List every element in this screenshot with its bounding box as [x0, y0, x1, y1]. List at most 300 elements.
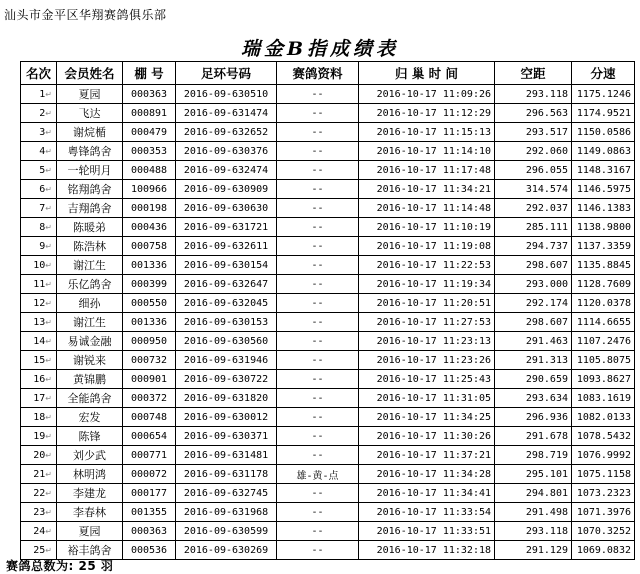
cell-speed	[572, 161, 635, 180]
cell-distance-text: 293.517	[525, 126, 568, 138]
cell-speed	[572, 237, 635, 256]
cell-ring-number-text: 2016-09-632474	[183, 164, 269, 176]
cell-distance	[495, 275, 572, 294]
table-row	[21, 275, 635, 294]
cell-rank	[21, 275, 57, 294]
cell-member-name	[57, 161, 123, 180]
header-ring-number: 足环号码	[176, 62, 277, 85]
cell-rank	[21, 218, 57, 237]
cell-distance-text: 295.101	[525, 468, 568, 480]
cell-speed	[572, 142, 635, 161]
cell-return-time	[359, 484, 495, 503]
cell-return-time	[359, 237, 495, 256]
cell-member-name-text: 谢锐来	[73, 354, 106, 367]
cell-ring-number	[176, 237, 277, 256]
cell-pigeon-info-text: --	[311, 335, 324, 347]
table-row	[21, 218, 635, 237]
cell-distance-text: 292.174	[525, 297, 568, 309]
cell-cage-number	[123, 313, 176, 332]
cell-cage-number-text: 000732	[130, 354, 168, 366]
cell-ring-number-text: 2016-09-632045	[183, 297, 269, 309]
cell-rank	[21, 199, 57, 218]
cell-rank-text: 8	[39, 221, 46, 233]
cell-rank	[21, 503, 57, 522]
header-rank: 名次	[21, 62, 57, 85]
cell-return-time-text: 2016-10-17 11:34:28	[376, 468, 491, 480]
cell-member-name-text: 陈浩林	[73, 240, 106, 253]
paragraph-mark: ↵	[45, 412, 52, 422]
cell-distance-text: 290.659	[525, 373, 568, 385]
cell-pigeon-info	[277, 123, 359, 142]
cell-speed-text: 1175.1246	[576, 88, 631, 100]
cell-pigeon-info	[277, 427, 359, 446]
cell-member-name	[57, 427, 123, 446]
cell-pigeon-info	[277, 522, 359, 541]
cell-cage-number	[123, 85, 176, 104]
cell-member-name-text: 吉翔鸽舍	[67, 202, 112, 215]
cell-pigeon-info-text: --	[311, 183, 324, 195]
paragraph-mark: ↵	[45, 336, 52, 346]
cell-return-time	[359, 104, 495, 123]
cell-rank-text: 10	[33, 259, 46, 271]
cell-ring-number	[176, 104, 277, 123]
paragraph-mark: ↵	[45, 374, 52, 384]
cell-rank-text: 15	[33, 354, 46, 366]
cell-ring-number	[176, 370, 277, 389]
cell-distance	[495, 199, 572, 218]
cell-speed-text: 1146.5975	[576, 183, 631, 195]
cell-return-time-text: 2016-10-17 11:22:53	[376, 259, 491, 271]
paragraph-mark: ↵	[45, 317, 52, 327]
cell-member-name	[57, 522, 123, 541]
cell-pigeon-info	[277, 180, 359, 199]
cell-speed-text: 1083.1619	[576, 392, 631, 404]
cell-distance	[495, 104, 572, 123]
table-row	[21, 351, 635, 370]
header-speed: 分速	[572, 62, 635, 85]
cell-speed	[572, 218, 635, 237]
cell-speed-text: 1138.9800	[576, 221, 631, 233]
cell-pigeon-info	[277, 218, 359, 237]
cell-cage-number	[123, 123, 176, 142]
paragraph-mark: ↵	[45, 108, 52, 118]
paragraph-mark: ↵	[45, 526, 52, 536]
cell-ring-number-text: 2016-09-631721	[183, 221, 269, 233]
cell-cage-number	[123, 104, 176, 123]
cell-member-name-text: 刘少武	[73, 449, 106, 462]
cell-speed	[572, 199, 635, 218]
cell-distance	[495, 332, 572, 351]
cell-pigeon-info-text: --	[311, 373, 324, 385]
cell-cage-number	[123, 389, 176, 408]
cell-rank	[21, 427, 57, 446]
total-count: 赛鸽总数为: 25 羽	[6, 559, 114, 573]
cell-member-name-text: 谢烷楯	[73, 126, 106, 139]
cell-speed-text: 1070.3252	[576, 525, 631, 537]
cell-rank-text: 14	[33, 335, 46, 347]
cell-speed-text: 1073.2323	[576, 487, 631, 499]
cell-return-time-text: 2016-10-17 11:34:41	[376, 487, 491, 499]
cell-distance	[495, 256, 572, 275]
cell-rank	[21, 446, 57, 465]
cell-ring-number	[176, 408, 277, 427]
cell-distance-text: 296.055	[525, 164, 568, 176]
cell-cage-number	[123, 294, 176, 313]
cell-member-name-text: 谢江生	[73, 259, 106, 272]
cell-pigeon-info-text: --	[311, 278, 324, 290]
cell-rank	[21, 313, 57, 332]
cell-cage-number	[123, 218, 176, 237]
table-row	[21, 313, 635, 332]
cell-rank	[21, 104, 57, 123]
cell-pigeon-info-text: --	[311, 221, 324, 233]
cell-return-time-text: 2016-10-17 11:34:25	[376, 411, 491, 423]
cell-pigeon-info	[277, 161, 359, 180]
cell-return-time-text: 2016-10-17 11:17:48	[376, 164, 491, 176]
cell-distance	[495, 389, 572, 408]
cell-return-time	[359, 218, 495, 237]
paragraph-mark: ↵	[45, 545, 52, 555]
cell-speed	[572, 484, 635, 503]
cell-rank	[21, 465, 57, 484]
header-cage-number: 棚 号	[123, 62, 176, 85]
cell-rank	[21, 351, 57, 370]
cell-distance-text: 298.607	[525, 259, 568, 271]
cell-distance	[495, 351, 572, 370]
cell-return-time	[359, 275, 495, 294]
cell-pigeon-info	[277, 332, 359, 351]
cell-speed-text: 1148.3167	[576, 164, 631, 176]
cell-return-time-text: 2016-10-17 11:33:51	[376, 525, 491, 537]
cell-return-time-text: 2016-10-17 11:23:13	[376, 335, 491, 347]
cell-return-time-text: 2016-10-17 11:14:10	[376, 145, 491, 157]
cell-cage-number-text: 000758	[130, 240, 168, 252]
paragraph-mark: ↵	[45, 355, 52, 365]
cell-rank	[21, 522, 57, 541]
cell-cage-number-text: 000950	[130, 335, 168, 347]
cell-speed-text: 1150.0586	[576, 126, 631, 138]
cell-pigeon-info-text: --	[311, 145, 324, 157]
table-row	[21, 85, 635, 104]
cell-pigeon-info	[277, 313, 359, 332]
cell-rank-text: 19	[33, 430, 46, 442]
cell-ring-number	[176, 446, 277, 465]
cell-ring-number-text: 2016-09-630909	[183, 183, 269, 195]
cell-pigeon-info-text: --	[311, 392, 324, 404]
cell-speed	[572, 370, 635, 389]
cell-distance-text: 293.118	[525, 88, 568, 100]
cell-cage-number-text: 000748	[130, 411, 168, 423]
cell-speed	[572, 503, 635, 522]
cell-distance-text: 296.563	[525, 107, 568, 119]
cell-member-name	[57, 123, 123, 142]
table-row	[21, 256, 635, 275]
paragraph-mark: ↵	[45, 488, 52, 498]
cell-distance-text: 294.737	[525, 240, 568, 252]
cell-return-time-text: 2016-10-17 11:34:21	[376, 183, 491, 195]
cell-distance	[495, 408, 572, 427]
cell-member-name-text: 铭翔鸽舍	[67, 183, 112, 196]
cell-ring-number-text: 2016-09-630560	[183, 335, 269, 347]
cell-speed-text: 1146.1383	[576, 202, 631, 214]
cell-cage-number	[123, 522, 176, 541]
cell-member-name-text: 全能鸽舍	[67, 392, 112, 405]
cell-speed	[572, 104, 635, 123]
cell-ring-number-text: 2016-09-630153	[183, 316, 269, 328]
cell-pigeon-info	[277, 256, 359, 275]
cell-cage-number-text: 000488	[130, 164, 168, 176]
cell-distance	[495, 161, 572, 180]
cell-rank	[21, 256, 57, 275]
cell-member-name-text: 夏园	[78, 525, 101, 538]
cell-return-time	[359, 465, 495, 484]
cell-rank-text: 23	[33, 506, 46, 518]
cell-ring-number-text: 2016-09-630154	[183, 259, 269, 271]
cell-ring-number-text: 2016-09-631946	[183, 354, 269, 366]
cell-return-time-text: 2016-10-17 11:33:54	[376, 506, 491, 518]
cell-return-time	[359, 370, 495, 389]
cell-speed-text: 1137.3359	[576, 240, 631, 252]
cell-ring-number-text: 2016-09-632611	[183, 240, 269, 252]
cell-speed-text: 1114.6655	[576, 316, 631, 328]
paragraph-mark: ↵	[45, 184, 52, 194]
cell-cage-number	[123, 446, 176, 465]
cell-rank-text: 12	[33, 297, 46, 309]
cell-rank-text: 6	[39, 183, 46, 195]
cell-member-name-text: 裕丰鸽舍	[67, 544, 112, 557]
cell-pigeon-info	[277, 370, 359, 389]
cell-ring-number-text: 2016-09-630510	[183, 88, 269, 100]
paragraph-mark: ↵	[45, 203, 52, 213]
cell-return-time	[359, 294, 495, 313]
cell-pigeon-info	[277, 294, 359, 313]
cell-distance	[495, 294, 572, 313]
table-row	[21, 503, 635, 522]
cell-member-name	[57, 389, 123, 408]
cell-distance	[495, 218, 572, 237]
cell-speed-text: 1075.1158	[576, 468, 631, 480]
cell-speed	[572, 351, 635, 370]
cell-pigeon-info-text: --	[311, 240, 324, 252]
cell-distance-text: 293.000	[525, 278, 568, 290]
results-table	[20, 61, 635, 560]
cell-member-name	[57, 218, 123, 237]
cell-rank	[21, 85, 57, 104]
cell-pigeon-info-text: --	[311, 202, 324, 214]
cell-pigeon-info	[277, 503, 359, 522]
cell-ring-number-text: 2016-09-632647	[183, 278, 269, 290]
table-row	[21, 370, 635, 389]
cell-speed	[572, 275, 635, 294]
cell-ring-number	[176, 218, 277, 237]
cell-member-name	[57, 313, 123, 332]
cell-cage-number	[123, 465, 176, 484]
cell-rank-text: 20	[33, 449, 46, 461]
table-row	[21, 123, 635, 142]
cell-ring-number	[176, 256, 277, 275]
cell-pigeon-info-text: --	[311, 506, 324, 518]
cell-distance-text: 291.498	[525, 506, 568, 518]
cell-speed	[572, 465, 635, 484]
cell-member-name	[57, 370, 123, 389]
cell-return-time	[359, 446, 495, 465]
cell-cage-number	[123, 370, 176, 389]
cell-ring-number	[176, 332, 277, 351]
cell-ring-number	[176, 427, 277, 446]
cell-rank	[21, 332, 57, 351]
cell-pigeon-info	[277, 465, 359, 484]
cell-member-name-text: 宏发	[78, 411, 101, 424]
cell-return-time-text: 2016-10-17 11:14:48	[376, 202, 491, 214]
cell-ring-number	[176, 142, 277, 161]
header-distance: 空距	[495, 62, 572, 85]
table-row	[21, 199, 635, 218]
cell-ring-number	[176, 123, 277, 142]
cell-cage-number	[123, 256, 176, 275]
cell-member-name-text: 黄锦鹏	[73, 373, 106, 386]
cell-cage-number-text: 000072	[130, 468, 168, 480]
cell-pigeon-info	[277, 541, 359, 560]
cell-return-time	[359, 541, 495, 560]
cell-member-name	[57, 180, 123, 199]
cell-pigeon-info-text: 雄-黄-点	[296, 470, 339, 482]
cell-return-time	[359, 408, 495, 427]
cell-rank-text: 16	[33, 373, 46, 385]
cell-member-name	[57, 408, 123, 427]
cell-ring-number-text: 2016-09-630376	[183, 145, 269, 157]
cell-ring-number-text: 2016-09-630599	[183, 525, 269, 537]
cell-pigeon-info	[277, 104, 359, 123]
cell-pigeon-info-text: --	[311, 449, 324, 461]
cell-cage-number-text: 000363	[130, 88, 168, 100]
cell-cage-number-text: 000177	[130, 487, 168, 499]
cell-ring-number-text: 2016-09-630371	[183, 430, 269, 442]
table-row	[21, 427, 635, 446]
cell-speed	[572, 541, 635, 560]
cell-member-name-text: 陈暖弟	[73, 221, 106, 234]
cell-pigeon-info-text: --	[311, 487, 324, 499]
table-row	[21, 161, 635, 180]
cell-member-name	[57, 142, 123, 161]
cell-return-time	[359, 389, 495, 408]
table-row	[21, 446, 635, 465]
cell-ring-number	[176, 85, 277, 104]
cell-rank	[21, 161, 57, 180]
paragraph-mark: ↵	[45, 241, 52, 251]
cell-cage-number	[123, 408, 176, 427]
cell-member-name-text: 李建龙	[73, 487, 106, 500]
cell-ring-number-text: 2016-09-630269	[183, 544, 269, 556]
table-row	[21, 389, 635, 408]
paragraph-mark: ↵	[45, 507, 52, 517]
paragraph-mark: ↵	[45, 298, 52, 308]
cell-pigeon-info-text: --	[311, 430, 324, 442]
cell-speed	[572, 389, 635, 408]
cell-rank	[21, 294, 57, 313]
cell-cage-number-text: 100966	[130, 183, 168, 195]
cell-member-name	[57, 446, 123, 465]
cell-speed-text: 1149.0863	[576, 145, 631, 157]
cell-return-time-text: 2016-10-17 11:31:05	[376, 392, 491, 404]
cell-return-time-text: 2016-10-17 11:19:34	[376, 278, 491, 290]
table-row	[21, 294, 635, 313]
cell-rank-text: 17	[33, 392, 46, 404]
cell-distance-text: 291.129	[525, 544, 568, 556]
cell-cage-number	[123, 351, 176, 370]
paragraph-mark: ↵	[45, 260, 52, 270]
paragraph-mark: ↵	[45, 165, 52, 175]
cell-cage-number-text: 001336	[130, 259, 168, 271]
cell-distance-text: 291.313	[525, 354, 568, 366]
cell-return-time	[359, 123, 495, 142]
cell-pigeon-info-text: --	[311, 316, 324, 328]
table-row	[21, 180, 635, 199]
cell-rank-text: 18	[33, 411, 46, 423]
cell-distance	[495, 446, 572, 465]
cell-cage-number-text: 000891	[130, 107, 168, 119]
cell-cage-number	[123, 484, 176, 503]
cell-distance-text: 294.801	[525, 487, 568, 499]
cell-speed-text: 1105.8075	[576, 354, 631, 366]
cell-speed-text: 1135.8845	[576, 259, 631, 271]
cell-member-name-text: 林明鸿	[73, 468, 106, 481]
cell-cage-number	[123, 180, 176, 199]
cell-cage-number-text: 000654	[130, 430, 168, 442]
cell-rank-text: 3	[39, 126, 46, 138]
cell-member-name	[57, 237, 123, 256]
cell-member-name-text: 易诚金融	[67, 335, 112, 348]
cell-cage-number-text: 001336	[130, 316, 168, 328]
paragraph-mark: ↵	[45, 279, 52, 289]
cell-cage-number-text: 000399	[130, 278, 168, 290]
cell-rank	[21, 180, 57, 199]
cell-return-time	[359, 142, 495, 161]
cell-return-time	[359, 503, 495, 522]
cell-cage-number	[123, 503, 176, 522]
cell-member-name	[57, 332, 123, 351]
cell-distance	[495, 142, 572, 161]
table-row	[21, 484, 635, 503]
cell-distance-text: 293.634	[525, 392, 568, 404]
cell-return-time	[359, 256, 495, 275]
cell-ring-number	[176, 161, 277, 180]
cell-cage-number	[123, 161, 176, 180]
cell-cage-number	[123, 142, 176, 161]
cell-pigeon-info-text: --	[311, 126, 324, 138]
cell-ring-number-text: 2016-09-632652	[183, 126, 269, 138]
cell-member-name-text: 粤锋鸽舍	[67, 145, 112, 158]
cell-rank-text: 5	[39, 164, 46, 176]
cell-return-time	[359, 522, 495, 541]
cell-cage-number	[123, 427, 176, 446]
cell-member-name-text: 一轮明月	[67, 164, 112, 177]
cell-rank-text: 2	[39, 107, 46, 119]
cell-rank	[21, 123, 57, 142]
cell-speed-text: 1128.7609	[576, 278, 631, 290]
cell-return-time-text: 2016-10-17 11:20:51	[376, 297, 491, 309]
cell-distance	[495, 465, 572, 484]
cell-ring-number	[176, 313, 277, 332]
cell-speed	[572, 256, 635, 275]
cell-member-name-text: 李春林	[73, 506, 106, 519]
cell-speed-text: 1069.0832	[576, 544, 631, 556]
cell-return-time-text: 2016-10-17 11:23:26	[376, 354, 491, 366]
cell-member-name	[57, 256, 123, 275]
cell-member-name-text: 谢江生	[73, 316, 106, 329]
paragraph-mark: ↵	[45, 127, 52, 137]
cell-member-name	[57, 199, 123, 218]
cell-member-name-text: 飞达	[78, 107, 101, 120]
